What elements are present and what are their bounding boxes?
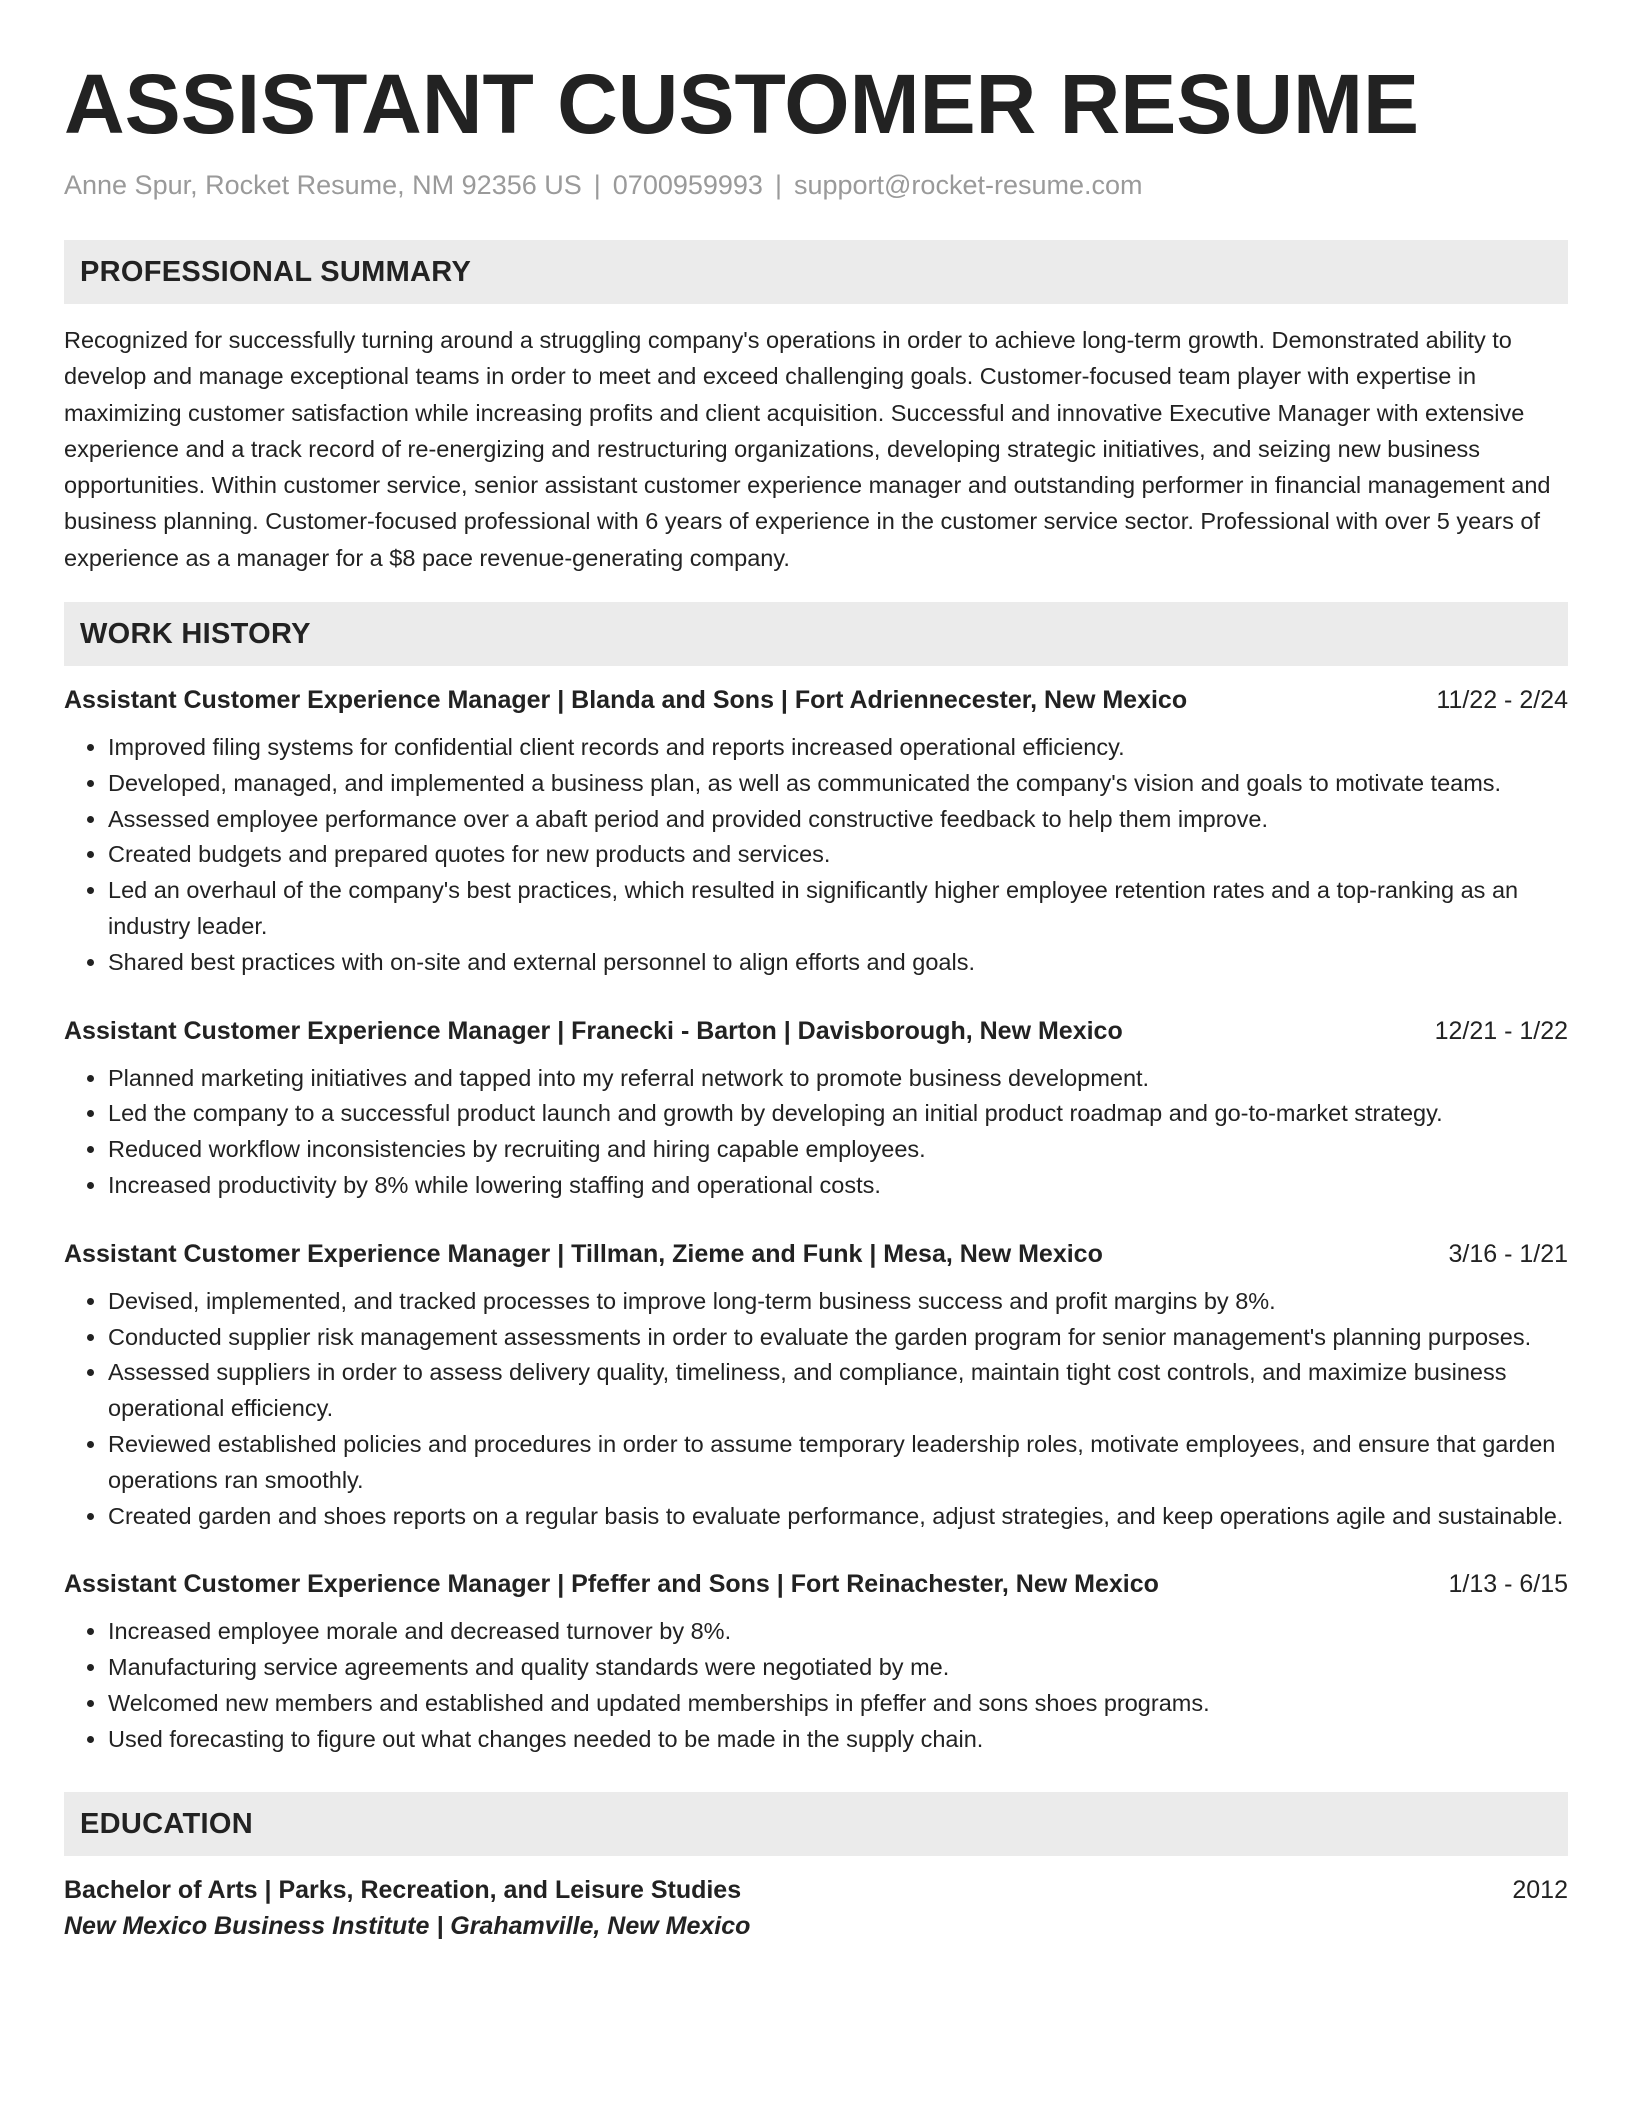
job-bullet: • Devised, implemented, and tracked processes to improve long-term business success and profit margins by 8%. <box>108 1284 1568 1320</box>
job-bullets <box>64 1284 1568 1535</box>
job-bullet: • Created budgets and prepared quotes for new products and services. <box>108 837 1568 873</box>
job-bullets <box>64 1614 1568 1757</box>
job-bullets <box>64 730 1568 981</box>
job-header <box>64 682 1568 718</box>
job-bullet: • Assessed suppliers in order to assess delivery quality, timeliness, and compliance, maintain tight cost controls, and maximize business operational efficiency. <box>108 1355 1568 1427</box>
job-bullet: • Conducted supplier risk management assessments in order to evaluate the garden program for senior management's planning purposes. <box>108 1320 1568 1356</box>
job-title: Assistant Customer Experience Manager | Franecki - Barton | Davisborough, New Mexico <box>64 1016 1123 1045</box>
resume-page <box>64 0 1568 1944</box>
job-title: Assistant Customer Experience Manager | Pfeffer and Sons | Fort Reinachester, New Mexico <box>64 1570 1159 1599</box>
job-bullet: • Manufacturing service agreements and quality standards were negotiated by me. <box>108 1650 1568 1686</box>
contact-line <box>64 168 1568 202</box>
education-header <box>64 1872 1568 1908</box>
job-header <box>64 1566 1568 1602</box>
job-entry <box>64 1566 1568 1757</box>
job-entry <box>64 1236 1568 1535</box>
job-title: Assistant Customer Experience Manager | Blanda and Sons | Fort Adriennecester, New Mexico <box>64 686 1188 715</box>
work-history-heading: WORK HISTORY <box>64 602 1568 666</box>
job-bullet: • Used forecasting to figure out what changes needed to be made in the supply chain. <box>108 1722 1568 1758</box>
job-dates: 3/16 - 1/21 <box>1448 1239 1568 1268</box>
education-entry <box>64 1872 1568 1944</box>
resume-title: ASSISTANT CUSTOMER RESUME <box>64 57 1419 151</box>
summary-heading: PROFESSIONAL SUMMARY <box>64 240 1568 304</box>
summary-text: Recognized for successfully turning around a struggling company's operations in order to achieve long-term growth. Demonstrated ability to develop and manage exceptional teams in order to meet and exceed challenging goals. Customer-focused team player with expertise in maximizing customer satisfaction while increasing profits and client acquisition. Successful and innovative Executive Manager with extensive experience and a track record of re-energizing and restructuring organizations, developing strategic initiatives, and seizing new business opportunities. Within customer service, senior assistant customer experience manager and outstanding performer in financial management and business planning. Customer-focused professional with 6 years of experience in the customer service sector. Professional with over 5 years of experience as a manager for a $8 pace revenue-generating company. <box>64 327 1551 571</box>
job-header <box>64 1013 1568 1049</box>
contact-address: Anne Spur, Rocket Resume, NM 92356 US <box>64 170 582 200</box>
job-bullet: • Created garden and shoes reports on a regular basis to evaluate performance, adjust strategies, and keep operations agile and sustainable. <box>108 1499 1568 1535</box>
job-bullet: • Shared best practices with on-site and external personnel to align efforts and goals. <box>108 945 1568 981</box>
job-bullet: • Reduced workflow inconsistencies by recruiting and hiring capable employees. <box>108 1132 1568 1168</box>
education-school: New Mexico Business Institute | Grahamville, New Mexico <box>64 1911 751 1940</box>
job-bullet: • Improved filing systems for confidential client records and reports increased operational efficiency. <box>108 730 1568 766</box>
education-heading: EDUCATION <box>64 1792 1568 1856</box>
contact-separator: | <box>593 170 601 200</box>
job-dates: 11/22 - 2/24 <box>1436 686 1568 715</box>
job-bullet: • Led an overhaul of the company's best practices, which resulted in significantly higher employee retention rates and a top-ranking as an industry leader. <box>108 873 1568 945</box>
job-title: Assistant Customer Experience Manager | Tillman, Zieme and Funk | Mesa, New Mexico <box>64 1239 1103 1268</box>
job-entry <box>64 1013 1568 1204</box>
job-bullet: • Reviewed established policies and procedures in order to assume temporary leadership roles, motivate employees, and ensure that garden operations ran smoothly. <box>108 1427 1568 1499</box>
contact-separator: | <box>774 170 782 200</box>
job-dates: 1/13 - 6/15 <box>1448 1570 1568 1599</box>
job-bullet: • Led the company to a successful product launch and growth by developing an initial product roadmap and go-to-market strategy. <box>108 1096 1568 1132</box>
job-bullet: • Assessed employee performance over a abaft period and provided constructive feedback to help them improve. <box>108 802 1568 838</box>
contact-phone: 0700959993 <box>612 170 763 200</box>
education-year: 2012 <box>1512 1875 1568 1904</box>
job-bullet: • Increased employee morale and decreased turnover by 8%. <box>108 1614 1568 1650</box>
job-bullets <box>64 1061 1568 1204</box>
job-dates: 12/21 - 1/22 <box>1434 1016 1568 1045</box>
job-bullet: • Developed, managed, and implemented a business plan, as well as communicated the company's vision and goals to motivate teams. <box>108 766 1568 802</box>
contact-email: support@rocket-resume.com <box>793 170 1143 200</box>
job-bullet: • Planned marketing initiatives and tapped into my referral network to promote business development. <box>108 1061 1568 1097</box>
education-degree: Bachelor of Arts | Parks, Recreation, and Leisure Studies <box>64 1875 742 1904</box>
job-list <box>64 682 1568 1758</box>
job-header <box>64 1236 1568 1272</box>
job-bullet: • Increased productivity by 8% while lowering staffing and operational costs. <box>108 1168 1568 1204</box>
job-entry <box>64 682 1568 981</box>
job-bullet: • Welcomed new members and established and updated memberships in pfeffer and sons shoes programs. <box>108 1686 1568 1722</box>
